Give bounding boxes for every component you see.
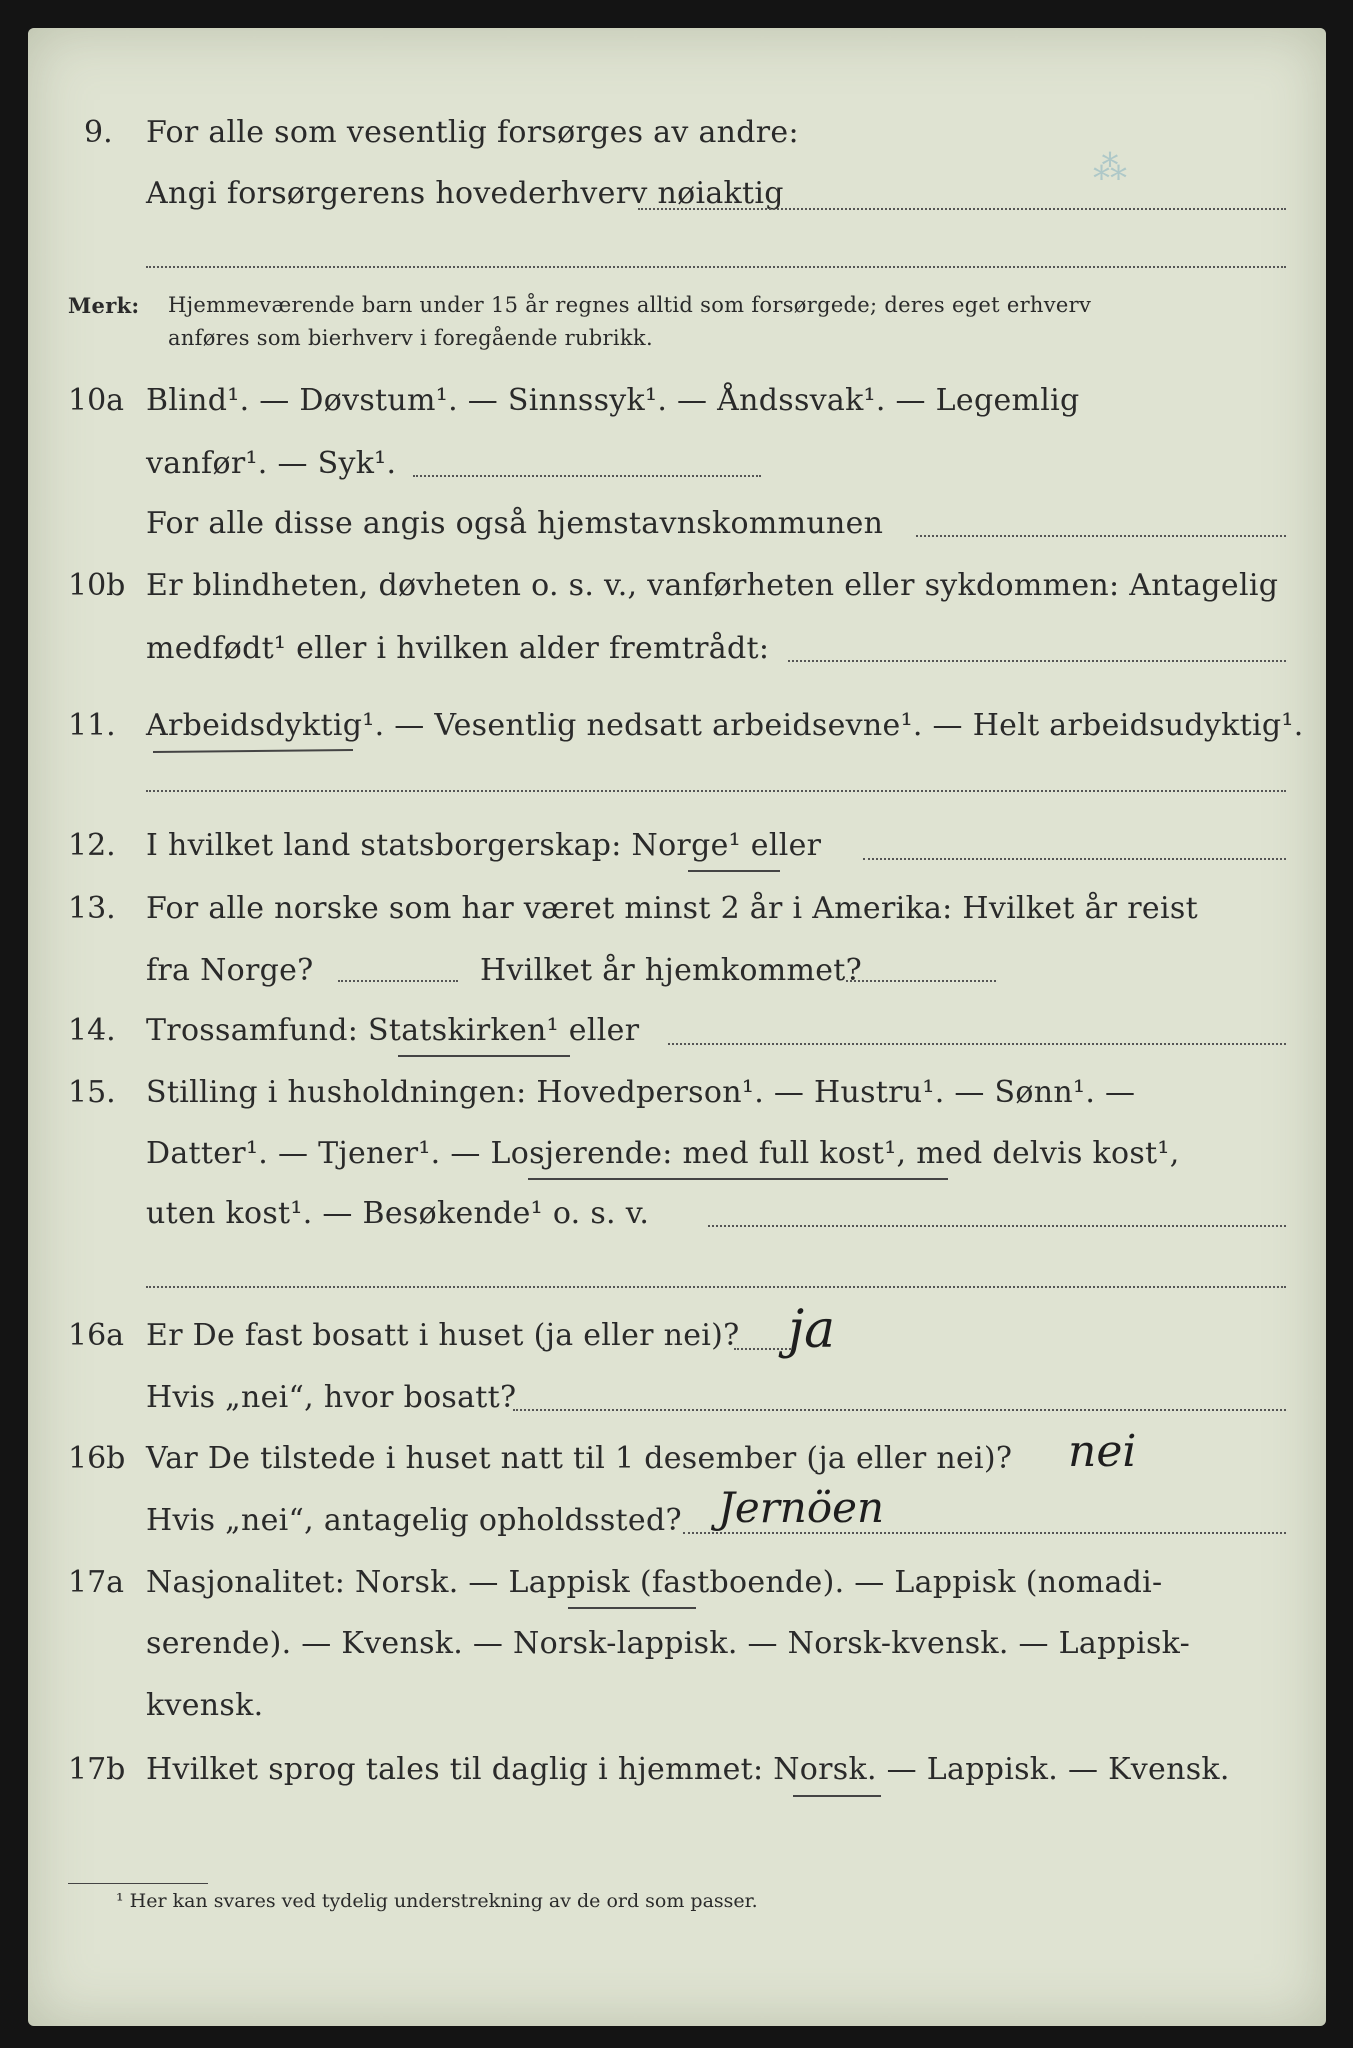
- q14-underline-mark: [398, 1055, 570, 1057]
- q11-answer-line: [146, 790, 1286, 792]
- q14-text: Trossamfund: Statskirken¹ eller: [146, 1013, 640, 1048]
- q13-text-3: Hvilket år hjemkommet?: [480, 953, 863, 988]
- q15-text-2: Datter¹. — Tjener¹. — Losjerende: med full kost¹, med delvis kost¹,: [146, 1136, 1180, 1171]
- q12-underline-mark: [688, 870, 780, 872]
- q16a-number: 16a: [68, 1318, 125, 1353]
- q17a-text-2: serende). — Kvensk. — Norsk-lappisk. — Norsk-kvensk. — Lappisk-: [146, 1626, 1191, 1661]
- q10a-answer-line-2: [916, 535, 1286, 537]
- q9-text: For alle som vesentlig forsørges av andre:: [146, 115, 799, 150]
- q15-number: 15.: [68, 1075, 116, 1110]
- q13-answer-line: [338, 980, 458, 982]
- q10b-number: 10b: [68, 568, 126, 603]
- q13-number: 13.: [68, 891, 116, 926]
- q10b-text-2: medfødt¹ eller i hvilken alder fremtrådt:: [146, 631, 770, 666]
- q13-answer-line-2: [846, 980, 996, 982]
- q16b-handwritten-place: Jernöen: [718, 1483, 885, 1532]
- q17a-underline-mark: [568, 1607, 696, 1609]
- census-form-page: [28, 28, 1326, 2026]
- q15-text: Stilling i husholdningen: Hovedperson¹. — Hustru¹. — Sønn¹. —: [146, 1075, 1136, 1110]
- q17a-number: 17a: [68, 1565, 125, 1600]
- q11-underline-mark: [153, 749, 353, 753]
- q17b-number: 17b: [68, 1752, 126, 1787]
- q10a-text-3: For alle disse angis også hjemstavnskommunen: [146, 506, 884, 541]
- q10a-text-2: vanfør¹. — Syk¹.: [146, 446, 397, 481]
- q16b-number: 16b: [68, 1441, 126, 1476]
- q15-underline-mark: [528, 1178, 948, 1180]
- q16b-text: Var De tilstede i huset natt til 1 desember (ja eller nei)?: [146, 1441, 1013, 1476]
- q10a-text: Blind¹. — Døvstum¹. — Sinnssyk¹. — Åndssvak¹. — Legemlig: [146, 383, 1080, 418]
- q10a-number: 10a: [68, 383, 125, 418]
- q10b-text: Er blindheten, døvheten o. s. v., vanførheten eller sykdommen: Antagelig: [146, 568, 1279, 603]
- q16a-answer-line: [734, 1348, 794, 1350]
- q16a-answer-line-2: [513, 1409, 1286, 1411]
- q17b-underline-mark: [793, 1795, 881, 1797]
- q10a-answer-line: [413, 475, 761, 477]
- q9-answer-line-2: [146, 266, 1286, 268]
- q11-number: 11.: [68, 708, 116, 743]
- q14-number: 14.: [68, 1013, 116, 1048]
- q16a-text: Er De fast bosatt i huset (ja eller nei)?: [146, 1318, 740, 1353]
- q13-text: For alle norske som har været minst 2 år i Amerika: Hvilket år reist: [146, 891, 1198, 926]
- stamp-mark: ⁂: [1093, 148, 1127, 188]
- q11-text: Arbeidsdyktig¹. — Vesentlig nedsatt arbeidsevne¹. — Helt arbeidsudyktig¹.: [146, 708, 1304, 743]
- q12-answer-line: [863, 858, 1286, 860]
- q16a-text-2: Hvis „nei“, hvor bosatt?: [146, 1380, 517, 1415]
- q15-text-3: uten kost¹. — Besøkende¹ o. s. v.: [146, 1196, 650, 1231]
- q17a-text: Nasjonalitet: Norsk. — Lappisk (fastboende). — Lappisk (nomadi-: [146, 1565, 1163, 1600]
- q10b-answer-line: [788, 660, 1286, 662]
- q15-answer-line: [708, 1225, 1286, 1227]
- q12-number: 12.: [68, 828, 116, 863]
- q16a-handwritten-answer: ja: [788, 1300, 836, 1360]
- q14-answer-line: [668, 1043, 1286, 1045]
- merk-label: Merk:: [68, 293, 140, 318]
- q15-answer-line-2: [146, 1286, 1286, 1288]
- q13-text-2: fra Norge?: [146, 953, 314, 988]
- q12-text: I hvilket land statsborgerskap: Norge¹ eller: [146, 828, 822, 863]
- q17a-text-3: kvensk.: [146, 1688, 264, 1723]
- footnote-rule: [68, 1883, 208, 1884]
- q9-answer-line: [638, 208, 1286, 210]
- q17b-text: Hvilket sprog tales til daglig i hjemmet: Norsk. — Lappisk. — Kvensk.: [146, 1752, 1230, 1787]
- q9-number: 9.: [84, 115, 113, 150]
- q9-text-2: Angi forsørgerens hovederhverv nøiaktig: [146, 176, 784, 211]
- merk-text: Hjemmeværende barn under 15 år regnes alltid som forsørgede; deres eget erhverv: [168, 293, 1092, 317]
- merk-text-2: anføres som bierhverv i foregående rubrikk.: [168, 326, 653, 350]
- q16b-handwritten-answer: nei: [1068, 1426, 1137, 1477]
- footnote-text: ¹ Her kan svares ved tydelig understrekning av de ord som passer.: [116, 1890, 758, 1912]
- q16b-text-2: Hvis „nei“, antagelig opholdssted?: [146, 1503, 682, 1538]
- q16b-answer-line: [683, 1532, 1286, 1534]
